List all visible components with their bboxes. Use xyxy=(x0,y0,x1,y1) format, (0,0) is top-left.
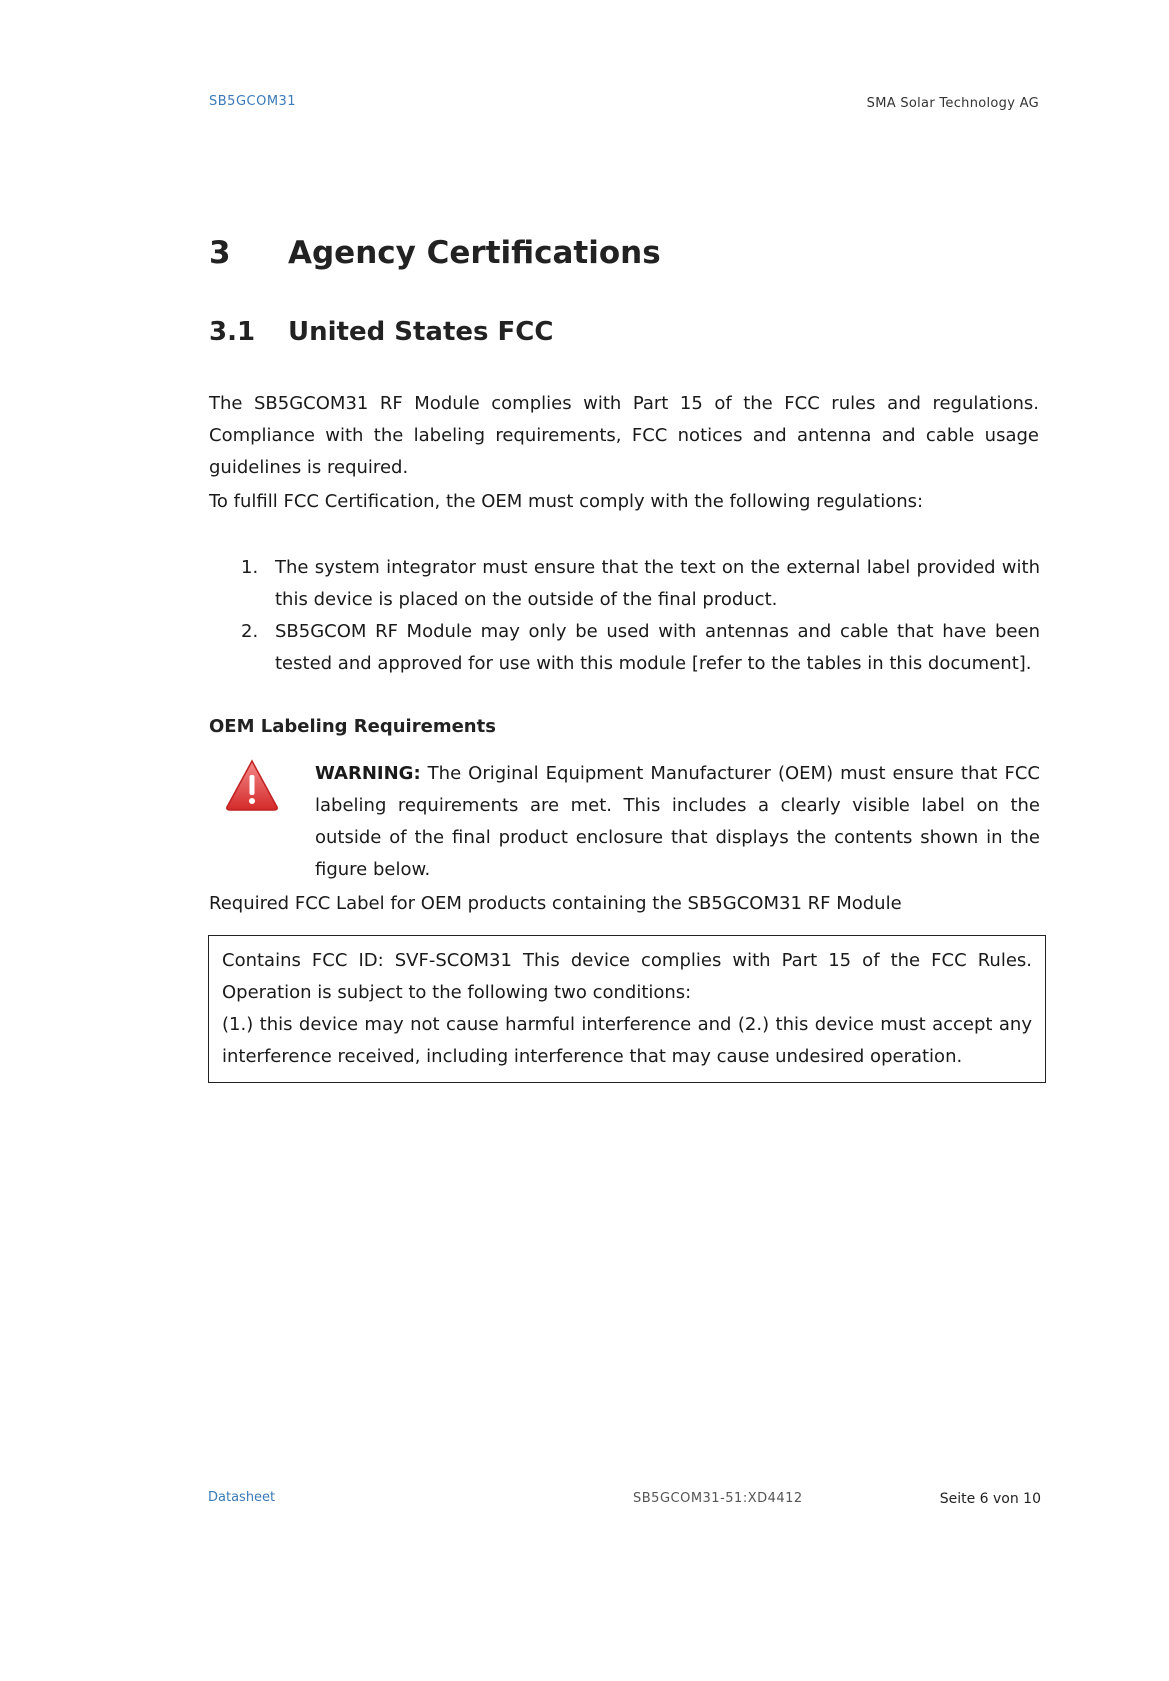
fcc-label-box xyxy=(208,935,1046,1083)
list-item xyxy=(235,616,1040,680)
list-marker: 1. xyxy=(241,557,259,578)
warning-triangle-icon xyxy=(224,758,280,812)
list-marker: 2. xyxy=(241,621,259,642)
footer-doc-code: SB5GCOM31-51:XD4412 xyxy=(633,1491,803,1506)
regulations-paragraph: To fulfill FCC Certification, the OEM must comply with the following regulations: xyxy=(209,491,924,512)
subsection-number: 3.1 xyxy=(209,317,256,347)
fcc-label-conditions: (1.) this device may not cause harmful interference and (2.) this device must accept any interference received, including interference that may cause undesired operation. xyxy=(222,1014,1032,1067)
list-item xyxy=(235,552,1040,616)
intro-paragraph: The SB5GCOM31 RF Module complies with Part 15 of the FCC rules and regulations. Compliance with the labeling requirements, FCC notices and antenna and cable usage guidelines is required. xyxy=(209,393,1039,478)
section-number: 3 xyxy=(209,235,231,271)
list-item-text: SB5GCOM RF Module may only be used with antennas and cable that have been tested and approved for use with this module [refer to the tables in this document]. xyxy=(275,621,1040,674)
warning-label: WARNING: xyxy=(315,763,421,784)
footer-page-number: Seite 6 von 10 xyxy=(939,1491,1041,1507)
regulations-list xyxy=(235,552,1040,680)
fcc-label-caption: Required FCC Label for OEM products containing the SB5GCOM31 RF Module xyxy=(209,893,902,914)
header-doc-id: SB5GCOM31 xyxy=(209,94,297,109)
fcc-label-line: Contains FCC ID: SVF-SCOM31 This device complies with Part 15 of the FCC Rules. Operation is subject to the following two conditions: xyxy=(222,950,1032,1003)
warning-message xyxy=(315,758,1040,886)
footer-doc-type: Datasheet xyxy=(208,1490,276,1505)
list-item-text: The system integrator must ensure that the text on the external label provided with this device is placed on the outside of the final product. xyxy=(275,557,1040,610)
header-company: SMA Solar Technology AG xyxy=(866,96,1039,111)
oem-labeling-heading: OEM Labeling Requirements xyxy=(209,716,496,737)
subsection-title: United States FCC xyxy=(288,317,554,347)
section-title: Agency Certifications xyxy=(288,235,661,271)
warning-text: The Original Equipment Manufacturer (OEM) must ensure that FCC labeling requirements are met. This includes a clearly visible label on the outside of the final product enclosure that displays the contents shown in the figure below. xyxy=(315,763,1040,880)
